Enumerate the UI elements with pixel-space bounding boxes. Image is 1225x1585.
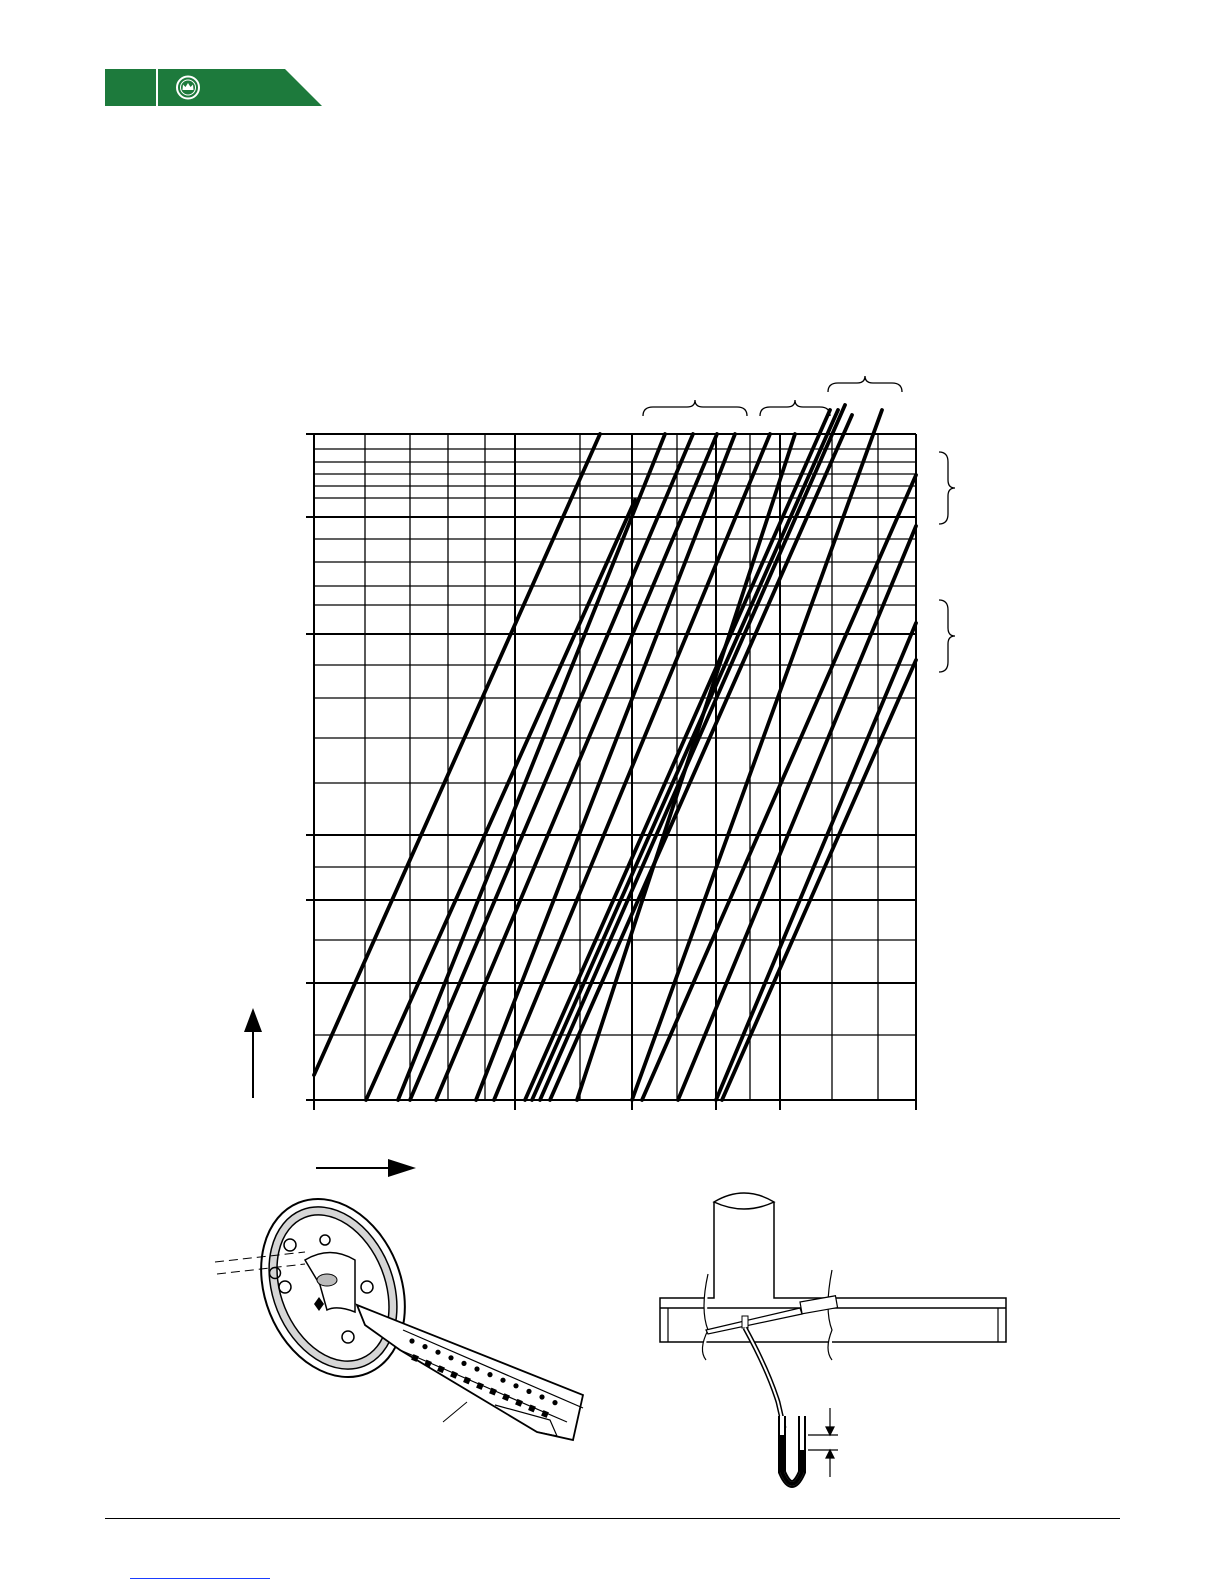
pointer-leader — [443, 1402, 467, 1422]
footer-link[interactable] — [130, 1578, 270, 1579]
chart-series-line — [632, 410, 882, 1100]
ruler-dot — [474, 1366, 479, 1371]
ruler-dot — [409, 1338, 414, 1343]
flue-pipe — [660, 1193, 1006, 1360]
footer-divider — [105, 1518, 1120, 1519]
bracket-top — [828, 376, 902, 392]
manometer-figure — [650, 1180, 1020, 1500]
gauge-ruler — [357, 1305, 583, 1440]
ruler-dot — [461, 1361, 466, 1366]
ruler-dot — [513, 1383, 518, 1388]
chart-series-line — [678, 526, 916, 1100]
chart-series-line — [398, 434, 665, 1100]
ruler-dot — [422, 1344, 427, 1349]
chart-grid — [306, 434, 916, 1110]
ruler-dot — [526, 1389, 531, 1394]
manometer-tube — [745, 1328, 802, 1484]
bracket-side — [939, 452, 955, 524]
y-axis-arrow — [244, 1008, 262, 1098]
ruler-dot — [539, 1394, 544, 1399]
ruler-dot — [500, 1378, 505, 1383]
ruler-dot — [435, 1350, 440, 1355]
burner-head-figure — [205, 1190, 595, 1470]
ruler-dot — [552, 1400, 557, 1405]
bracket-side — [939, 600, 955, 672]
bracket-top — [760, 400, 830, 416]
x-axis-arrow — [316, 1159, 416, 1177]
ruler-dot — [448, 1355, 453, 1360]
ruler-dot — [487, 1372, 492, 1377]
bracket-top — [643, 400, 747, 416]
chart-series-line — [722, 660, 916, 1100]
pressure-difference-markers — [808, 1408, 838, 1477]
chart-lines — [314, 405, 916, 1100]
